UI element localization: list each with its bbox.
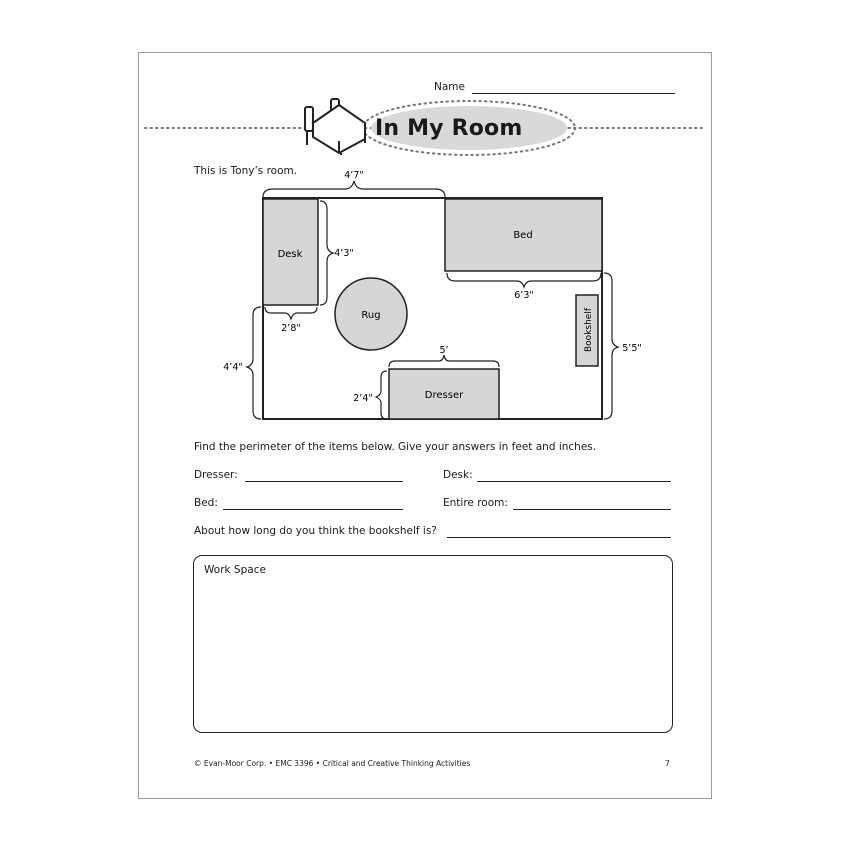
dresser-label: Dresser xyxy=(424,390,464,401)
footer-credit: © Evan-Moor Corp. • EMC 3396 • Critical and Creative Thinking Activities xyxy=(194,759,471,768)
page-title: In My Room xyxy=(375,116,523,141)
rug-label: Rug xyxy=(361,310,381,321)
room-floorplan xyxy=(219,171,659,431)
dresser-answer-field[interactable] xyxy=(245,481,403,482)
dim-dresser-height: 2’4" xyxy=(353,393,373,404)
name-field[interactable] xyxy=(472,93,675,94)
instructions: Find the perimeter of the items below. Give your answers in feet and inches. xyxy=(194,441,597,453)
dim-desk-width: 2’8" xyxy=(281,323,301,334)
desk-answer-label: Desk: xyxy=(443,469,473,481)
bed-icon xyxy=(299,93,375,157)
bookshelf-question: About how long do you think the bookshelf is? xyxy=(194,525,437,537)
bed-label: Bed xyxy=(513,230,533,241)
room-answer-field[interactable] xyxy=(513,509,671,510)
desk-answer-field[interactable] xyxy=(477,481,671,482)
bed-answer-label: Bed: xyxy=(194,497,218,509)
dresser-answer-label: Dresser: xyxy=(194,469,238,481)
dim-right: 5’5" xyxy=(622,343,642,354)
room-answer-label: Entire room: xyxy=(443,497,508,509)
bookshelf-label: Bookshelf xyxy=(584,308,594,352)
work-space-box[interactable] xyxy=(193,555,673,733)
bookshelf-answer-field[interactable] xyxy=(447,537,671,538)
dim-dresser-width: 5’ xyxy=(439,345,449,356)
work-space-label: Work Space xyxy=(204,564,266,576)
page-number: 7 xyxy=(665,759,670,768)
intro-text: This is Tony’s room. xyxy=(194,165,298,177)
dim-bed-width: 6’3" xyxy=(514,290,534,301)
dim-top-left: 4’7" xyxy=(344,171,364,181)
worksheet-page xyxy=(138,52,712,799)
bed-answer-field[interactable] xyxy=(223,509,403,510)
desk-label: Desk xyxy=(277,249,303,260)
name-label: Name xyxy=(434,81,465,93)
dim-left-lower: 4’4" xyxy=(223,362,243,373)
dim-desk-height: 4’3" xyxy=(334,248,354,259)
